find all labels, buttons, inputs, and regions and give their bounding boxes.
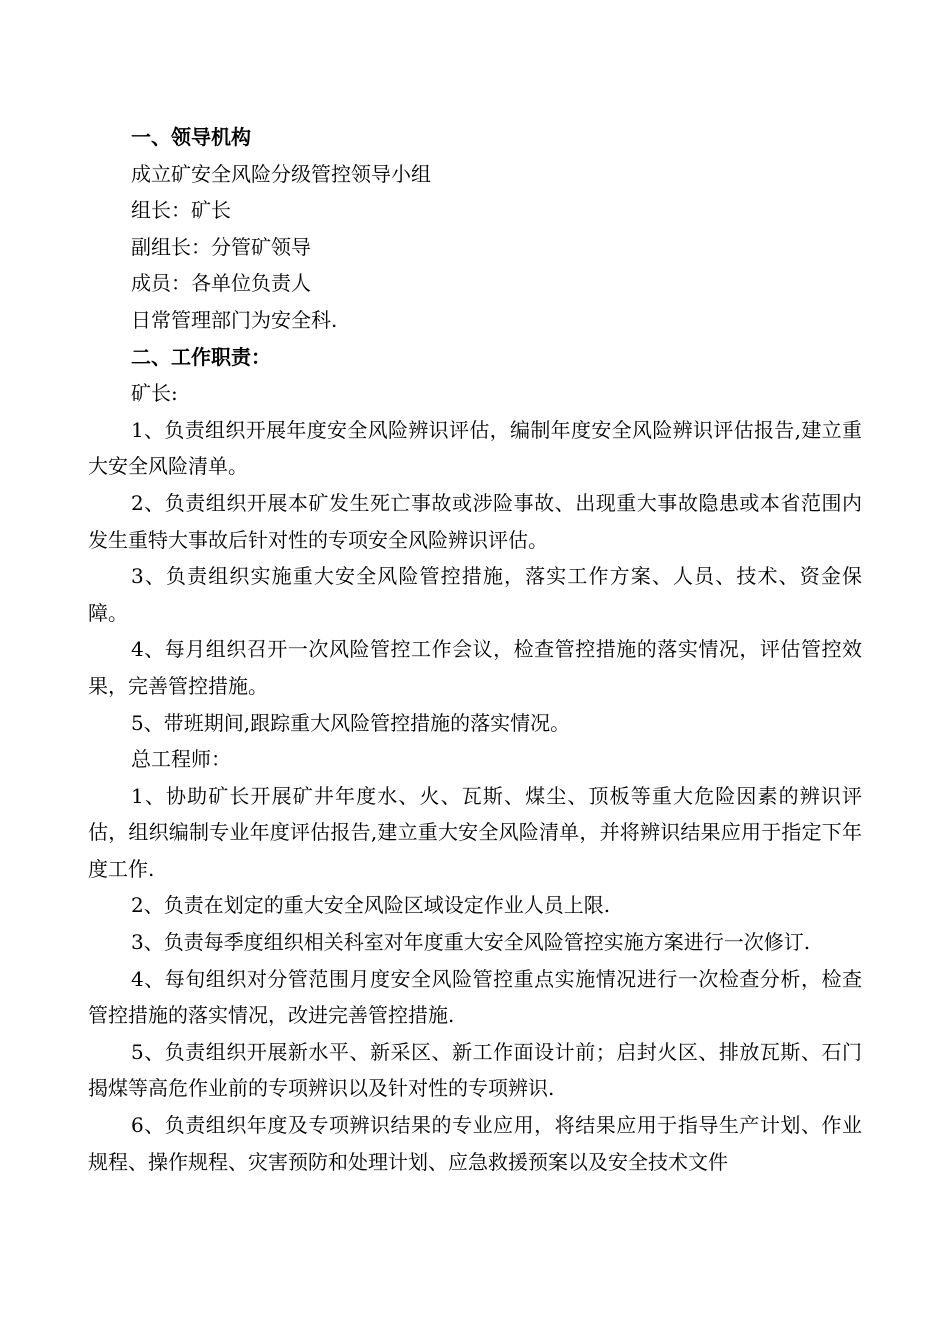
section-heading-duties: 二、工作职责：: [131, 344, 271, 369]
paragraph: 1、协助矿长开展矿井年度水、火、瓦斯、煤尘、顶板等重大危险因素的辨识评估，组织编制专业年度评估报告,建立重大安全风险清单，并将辨识结果应用于指定下年度工作.: [88, 783, 862, 881]
role-title-mine-director: 矿长:: [131, 381, 178, 406]
text-line: 组长：矿长: [131, 198, 231, 223]
paragraph: 6、负责组织年度及专项辨识结果的专业应用，将结果应用于指导生产计划、作业规程、操作规程、灾害预防和处理计划、应急救援预案以及安全技术文件: [88, 1113, 862, 1174]
paragraph: 2、负责在划定的重大安全风险区域设定作业人员上限.: [131, 893, 611, 918]
text-line: 成员：各单位负责人: [131, 271, 311, 296]
paragraph: 5、带班期间,跟踪重大风险管控措施的落实情况。: [131, 710, 571, 735]
paragraph: 4、每月组织召开一次风险管控工作会议，检查管控措施的落实情况，评估管控效果，完善管控措施。: [88, 637, 862, 698]
section-heading-leadership: 一、领导机构: [131, 125, 251, 149]
document-body: [88, 119, 862, 1180]
paragraph: 3、负责组织实施重大安全风险管控措施，落实工作方案、人员、技术、资金保障。: [88, 564, 862, 625]
paragraph: 3、负责每季度组织相关科室对年度重大安全风险管控实施方案进行一次修订.: [131, 930, 811, 955]
text-line: 副组长：分管矿领导: [131, 234, 311, 259]
paragraph: 5、负责组织开展新水平、新采区、新工作面设计前；启封火区、排放瓦斯、石门揭煤等高危作业前的专项辨识以及针对性的专项辨识.: [88, 1039, 862, 1101]
text-line: 日常管理部门为安全科.: [131, 307, 338, 332]
text-line: 成立矿安全风险分级管控领导小组: [131, 161, 431, 186]
paragraph: 1、负责组织开展年度安全风险辨识评估，编制年度安全风险辨识评估报告,建立重大安全风险清单。: [88, 417, 862, 479]
role-title-chief-engineer: 总工程师：: [131, 747, 231, 772]
paragraph: 4、每旬组织对分管范围月度安全风险管控重点实施情况进行一次检查分析，检查管控措施的落实情况，改进完善管控措施.: [88, 966, 862, 1028]
paragraph: 2、负责组织开展本矿发生死亡事故或涉险事故、出现重大事故隐患或本省范围内发生重特大事故后针对性的专项安全风险辨识评估。: [88, 490, 862, 552]
